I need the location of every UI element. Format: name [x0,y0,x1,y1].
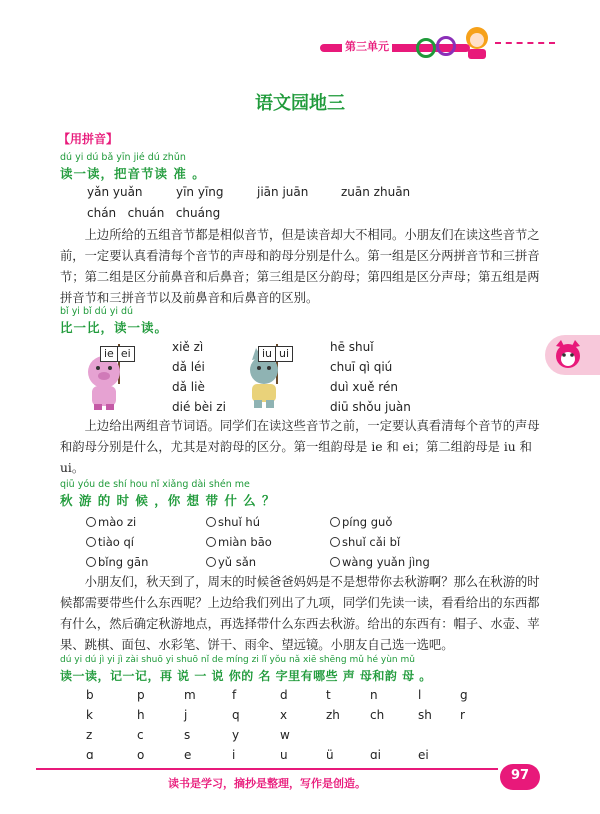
letter-cell: d [280,688,288,702]
s2-col2-3: diū shǒu juàn [330,400,411,414]
s2-paragraph: 上边给出两组音节词语。同学们在读这些音节之前，一定要认真看清每个音节的声母和韵母分别是什么，尤其是对韵母的区分。第一组韵母是 ie 和 ei；第二组韵母是 iu 和 ui。 [60,419,540,475]
s4-heading: 读一读，记一记，再 说 一 说 你的 名 字里有哪些 声 母和韵 母 。 [60,669,432,683]
letter-cell: ɑi [370,748,381,762]
s1-row1-d: zuān zhuān [341,185,411,199]
letter-cell: h [137,708,145,722]
s2-col2-1: chuī qì qiú [330,360,393,374]
sign-iu-ui [258,342,293,362]
letter-cell: r [460,708,465,722]
letter-cell: g [460,688,468,702]
option-label: bǐng gān [98,555,149,569]
letter-cell: x [280,708,288,722]
option-pingguo[interactable] [330,515,392,529]
s2-col2-2: duì xuě rén [330,380,398,394]
page-number: 97 [510,768,530,783]
letter-cell: b [86,688,94,702]
s2-pinyin: bǐ yi bǐ dú yi dú [60,306,134,317]
sign-text: ie [100,346,118,362]
letter-cell: j [184,708,188,722]
s2-col1-0: xiě zì [172,340,204,354]
footer-line [36,768,498,770]
letter-cell: z [86,728,93,742]
option-label: wàng yuǎn jìng [342,555,430,569]
s1-pinyin: dú yi dú bǎ yīn jié dú zhǔn [60,152,186,163]
s4-pinyin: dú yi dú jì yi jì zài shuō yi shuō nǐ de míng zi lǐ yǒu nǎ xiē shēng mǔ hé yùn mǔ [60,655,415,665]
letter-cell: u [280,748,288,762]
s3-pinyin: qiū yóu de shí hou nǐ xiǎng dài shén me [60,479,250,490]
option-maozi[interactable] [86,515,136,529]
sign-text: ei [118,346,135,362]
option-mianbao[interactable] [206,535,272,549]
s3-heading: 秋 游 的 时 候 ，你 想 带 什 么 ？ [60,493,276,508]
s2-col1-3: dié bèi zi [172,400,226,414]
s1-row1-a: yǎn yuǎn [87,185,143,199]
letter-cell: o [137,748,145,762]
s1-row1-c: jiān juān [257,185,309,199]
ring-icon [416,38,436,58]
fox-mascot-icon [551,338,585,372]
circle-icon [86,517,96,527]
letter-cell: l [418,688,422,702]
cartoon-girl-icon [460,24,494,60]
option-label: tiào qí [98,535,134,549]
option-binggan[interactable] [86,555,148,569]
sign-text: iu [258,346,276,362]
sign-text: ui [276,346,293,362]
option-label: píng guǒ [342,515,393,529]
letter-cell: e [184,748,192,762]
s1-row2: chán chuán chuáng [87,206,221,220]
ring-icon [436,36,456,56]
s1-paragraph: 上边所给的五组音节都是相似音节，但是读音却大不相同。小朋友们在读这些音节之前，一定要认真看清每个音节的声母和韵母分别是什么。第一组是区分两拼音节和三拼音节；第二组是区分前鼻音和后鼻音；第三组是区分韵母；第四组是区分声母；第五组是两拼音节和三拼音节以及前鼻音和后鼻音的区别。 [60,228,540,305]
letter-cell: ü [326,748,334,762]
letter-cell: i [232,748,236,762]
letter-cell: m [184,688,196,702]
letter-cell: ɑ [86,748,94,762]
s3-paragraph: 小朋友们，秋天到了，周末的时候爸爸妈妈是不是想带你去秋游啊？那么在秋游的时候都需要带些什么东西呢？上边给我们列出了九项，同学们先读一读，看看给出的东西都有什么，然后确定秋游地点，再选择带什么东西去秋游。给出的东西有：帽子、水壶、苹果、跳棋、面包、水彩笔、饼干、雨伞、望远镜。小朋友自己选一选吧。 [60,575,540,652]
letter-cell: f [232,688,237,702]
letter-cell: sh [418,708,432,722]
header-arrows [495,42,555,52]
unit-label: 第三单元 [342,38,392,54]
s2-col2-0: hē shuǐ [330,340,374,354]
letter-cell: t [326,688,331,702]
letter-cell: s [184,728,191,742]
option-yusan[interactable] [206,555,256,569]
option-label: mào zi [98,515,137,529]
circle-icon [86,537,96,547]
circle-icon [330,557,340,567]
s1-row1-b: yīn yīng [176,185,224,199]
circle-icon [206,517,216,527]
option-label: yǔ sǎn [218,555,257,569]
circle-icon [330,517,340,527]
letter-cell: y [232,728,240,742]
letter-cell: c [137,728,144,742]
option-label: miàn bāo [218,535,272,549]
letter-cell: w [280,728,290,742]
sign-ie-ei [100,342,135,362]
option-shuicaibi[interactable] [330,535,400,549]
letter-cell: q [232,708,240,722]
circle-icon [86,557,96,567]
option-label: shuǐ cǎi bǐ [342,535,401,549]
footer-motto: 读书是学习，摘抄是整理，写作是创造。 [168,777,366,790]
option-label: shuǐ hú [218,515,260,529]
option-wangyuanjing[interactable] [330,555,430,569]
letter-cell: zh [326,708,340,722]
option-shuihu[interactable] [206,515,260,529]
s2-heading: 比一比，读一读。 [60,320,169,335]
s1-heading: 读一读，把音节读 准 。 [60,166,206,181]
s2-col1-2: dǎ liè [172,380,205,394]
circle-icon [206,537,216,547]
letter-cell: p [137,688,145,702]
letter-cell: n [370,688,378,702]
page-title: 语文园地三 [255,93,345,114]
circle-icon [330,537,340,547]
letter-cell: k [86,708,93,722]
s2-col1-1: dǎ léi [172,360,205,374]
letter-cell: ch [370,708,385,722]
option-tiaoqi[interactable] [86,535,134,549]
circle-icon [206,557,216,567]
letter-cell: ei [418,748,429,762]
section-tag: 【用拼音】 [58,132,119,146]
